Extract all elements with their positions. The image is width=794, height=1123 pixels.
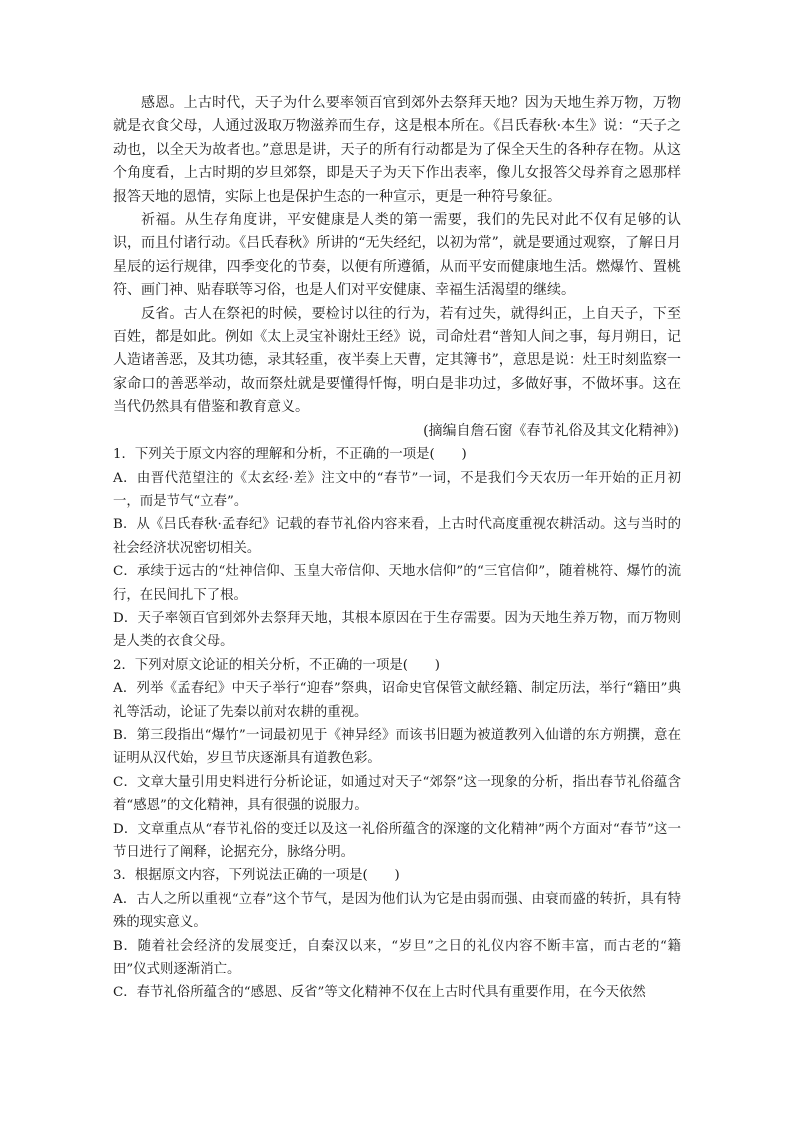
passage-paragraph-reflection: 反省。古人在祭祀的时候，要检讨以往的行为，若有过失，就得纠正，上自天子，下至百姓，都是如此。例如《太上灵宝补谢灶王经》说，司命灶君“普知人间之事，每月朔日，记人造诸善恶，及其功德，录其轻重，夜半奏上天曹，定其簿书”，意思是说：灶王时刻监察一家命口的善恶举动，故而祭灶就是要懂得忏悔，明白是非功过，多做好事，不做坏事。这在当代仍然具有借鉴和教育意义。 xyxy=(113,305,681,416)
option-c: C．春节礼俗所蕴含的“感恩、反省”等文化精神不仅在上古时代具有重要作用，在今天依然 xyxy=(113,985,646,1001)
option-a: A．古人之所以重视“立春”这个节气，是因为他们认为它是由弱而强、由衰而盛的转折，具有特殊的现实意义。 xyxy=(113,891,681,931)
question-stem: 3．根据原文内容，下列说法正确的一项是( ) xyxy=(113,868,400,884)
option-c: C．承续于远古的“灶神信仰、玉皇大帝信仰、天地水信仰”的“三官信仰”，随着桃符、爆竹的流行，在民间扎下了根。 xyxy=(113,564,681,603)
source-citation: (摘编自詹石窗《春节礼俗及其文化精神》) xyxy=(423,422,679,439)
option-a: A．列举《孟春纪》中天子举行“迎春”祭典，诏命史官保管文献经籍、制定历法，举行“籍田”典礼等活动，论证了先秦以前对农耕的重视。 xyxy=(113,681,681,720)
option-c: C．文章大量引用史料进行分析论证，如通过对天子“郊祭”这一现象的分析，指出春节礼俗蕴含着“感恩”的文化精神，具有很强的说服力。 xyxy=(113,774,681,814)
question-2 xyxy=(113,654,681,865)
passage-paragraph-gratitude: 感恩。上古时代，天子为什么要率领百官到郊外去祭拜天地？因为天地生养万物，万物就是衣食父母，人通过汲取万物滋养而生存，这是根本所在。《吕氏春秋·本生》说：“天子之动也，以全天为故者也。”意思是讲，天子的所有行动都是为了保全天生的各种存在物。从这个角度看，上古时期的岁旦郊祭，即是天子为天下作出表率，像儿女报答父母养育之恩那样报答天地的恩情，实际上也是保护生态的一种宣示，更是一种符号象征。 xyxy=(113,95,681,205)
option-b: B．第三段指出“爆竹”一词最初见于《神异经》而该书旧题为被道教列入仙谱的东方朔撰，意在证明从汉代始，岁旦节庆逐渐具有道教色彩。 xyxy=(113,727,681,767)
option-d: D．文章重点从“春节礼俗的变迁以及这一礼俗所蕴含的深邃的文化精神”两个方面对“春节”这一节日进行了阐释，论据充分，脉络分明。 xyxy=(113,821,681,860)
question-1 xyxy=(113,443,681,654)
document-page xyxy=(113,92,681,1005)
option-a: A．由晋代范望注的《太玄经·差》注文中的“春节”一词，不是我们今天农历一年开始的正月初一，而是节气“立春”。 xyxy=(113,470,681,509)
option-d: D．天子率领百官到郊外去祭拜天地，其根本原因在于生存需要。因为天地生养万物，而万物则是人类的衣食父母。 xyxy=(113,610,681,650)
question-stem: 2．下列对原文论证的相关分析，不正确的一项是( ) xyxy=(113,657,440,673)
question-3 xyxy=(113,864,681,1004)
option-b: B．从《吕氏春秋·孟春纪》记载的春节礼俗内容来看，上古时代高度重视农耕活动。这与当时的社会经济状况密切相关。 xyxy=(113,517,681,556)
question-stem: 1．下列关于原文内容的理解和分析，不正确的一项是( ) xyxy=(113,447,467,463)
option-b: B．随着社会经济的发展变迁，自秦汉以来，“岁旦”之日的礼仪内容不断丰富，而古老的“籍田”仪式则逐渐消亡。 xyxy=(113,938,681,978)
passage-paragraph-blessing: 祈福。从生存角度讲，平安健康是人类的第一需要，我们的先民对此不仅有足够的认识，而且付诸行动。《吕氏春秋》所讲的“无失经纪，以初为常”，就是要通过观察，了解日月星辰的运行规律，四季变化的节奏，以便有所遵循，从而平安而健康地生活。燃爆竹、置桃符、画门神、贴春联等习俗，也是人们对平安健康、幸福生活渴望的继续。 xyxy=(113,212,681,299)
